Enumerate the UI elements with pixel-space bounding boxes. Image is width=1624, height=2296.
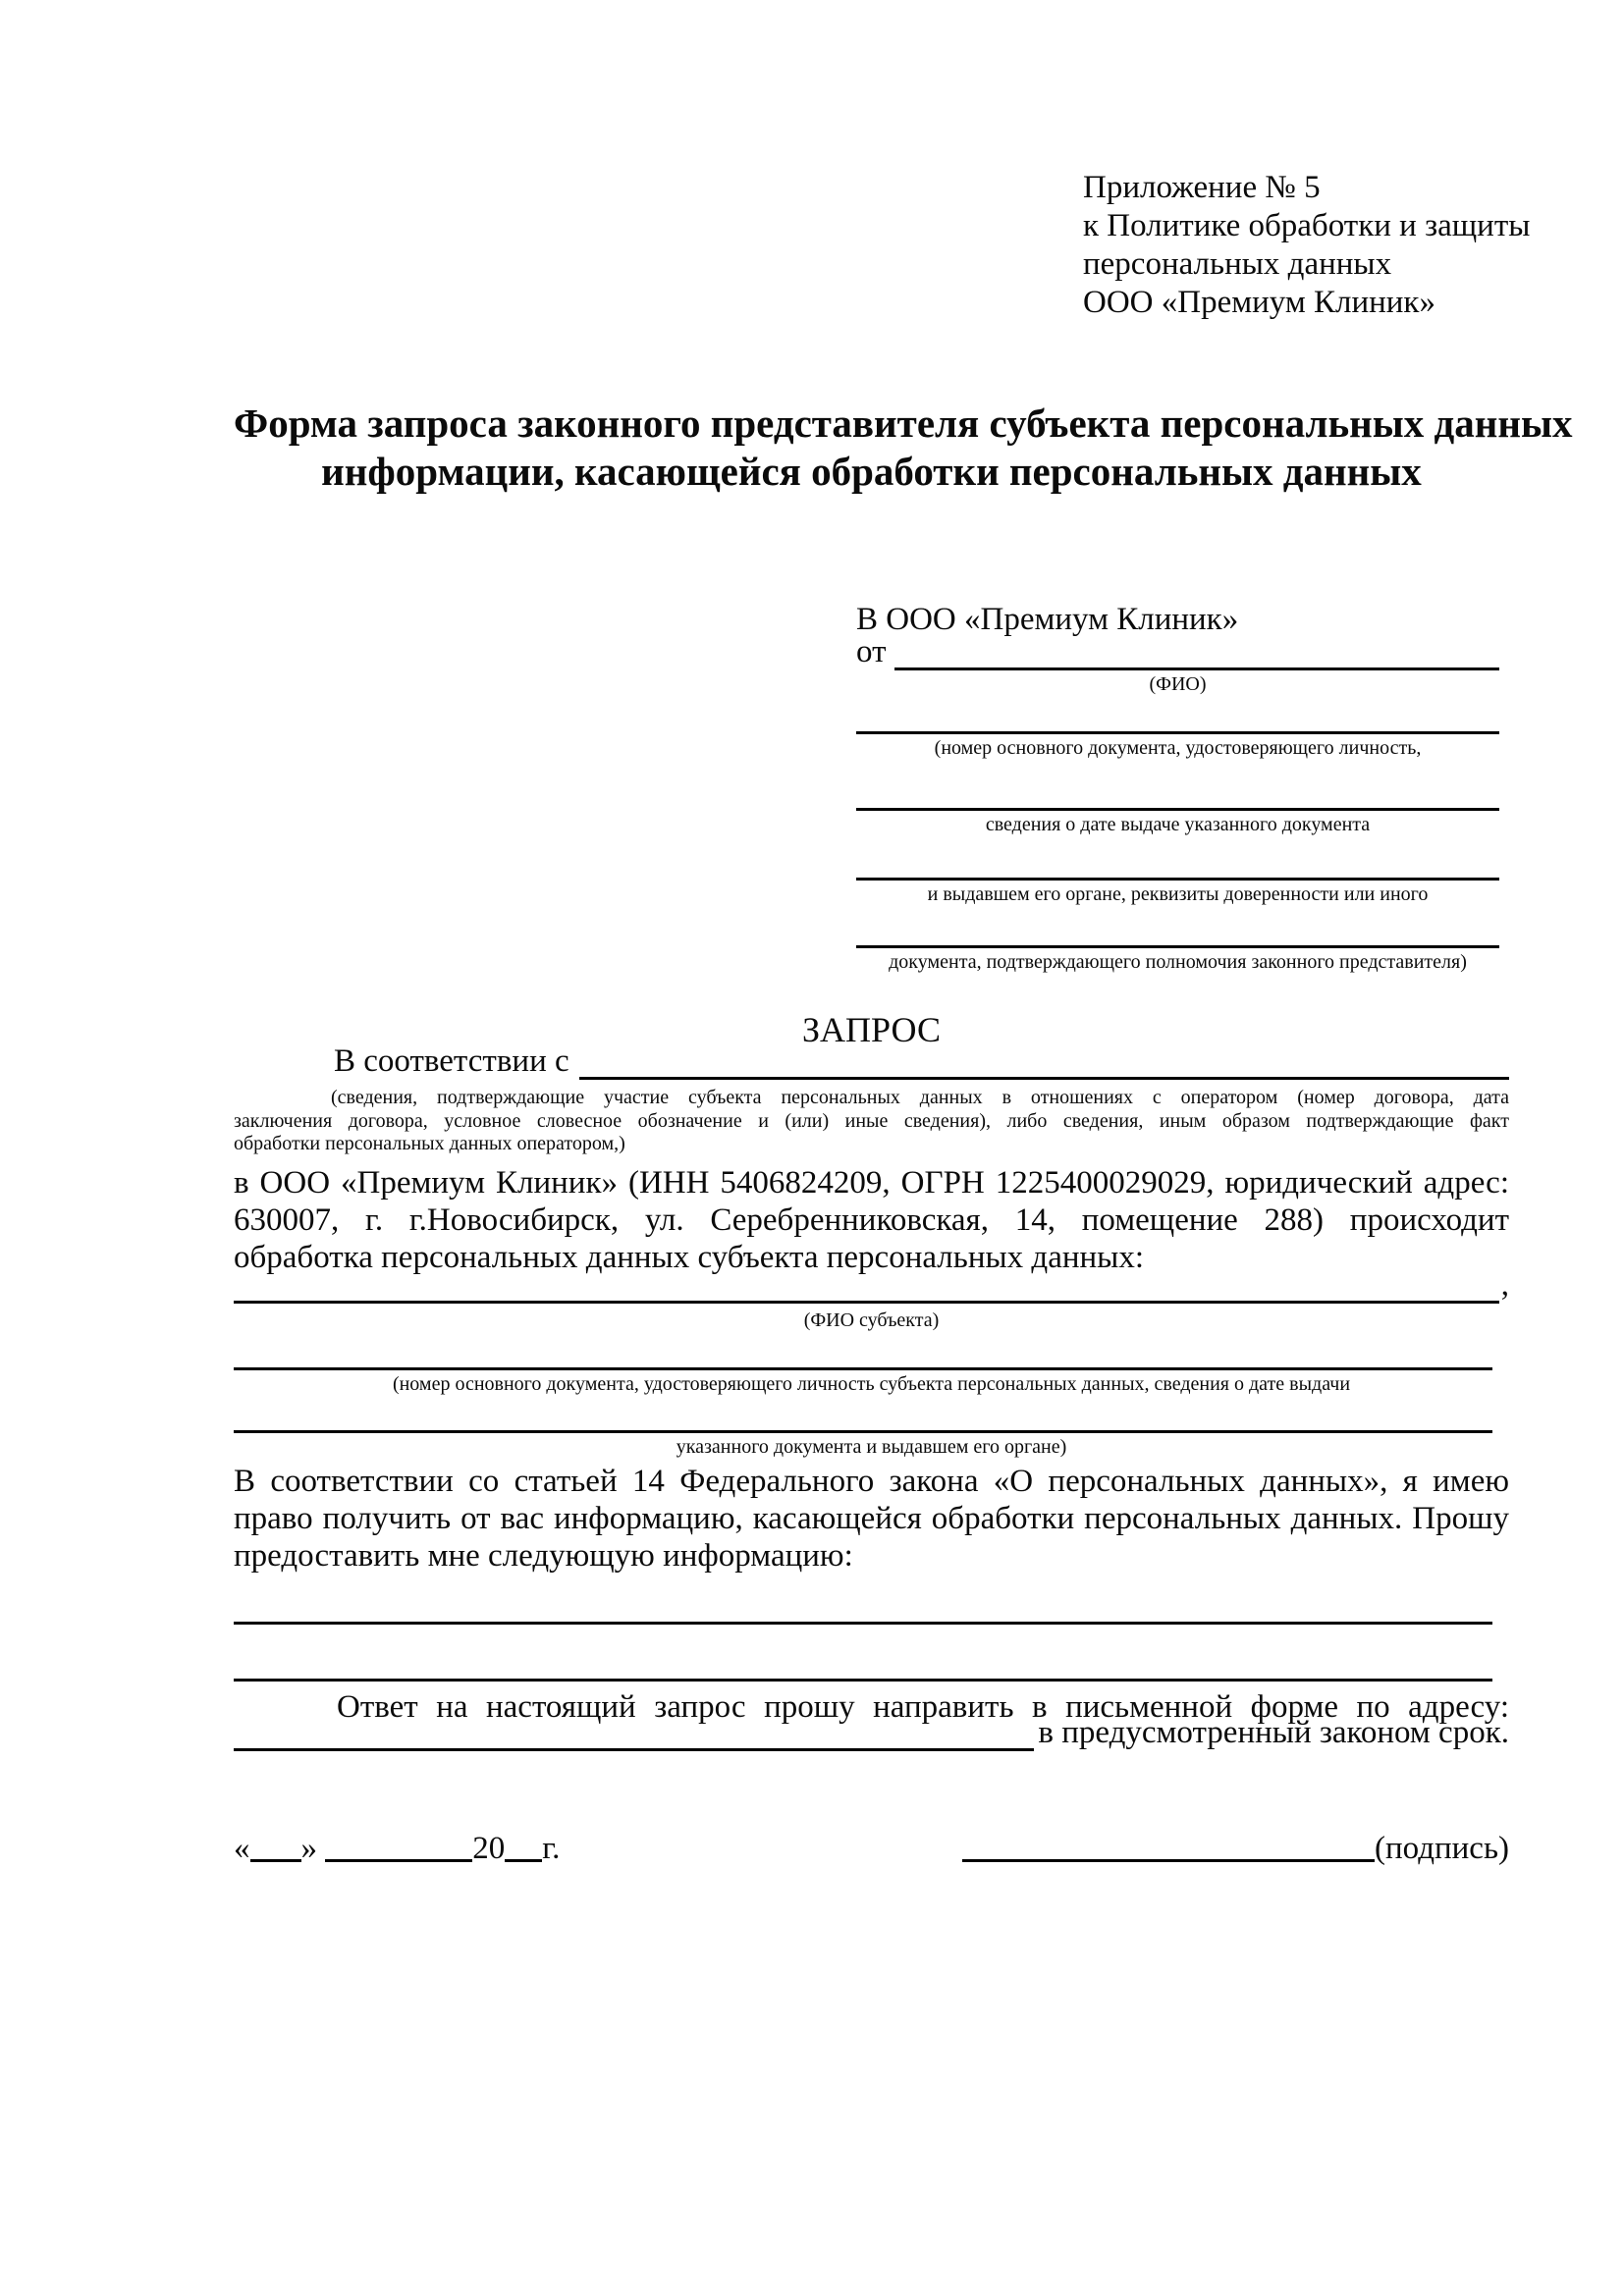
appendix-note bbox=[1083, 169, 1530, 322]
addressee-to: В ООО «Премиум Клиник» bbox=[856, 602, 1239, 637]
representative-doc-field-line-4[interactable] bbox=[856, 906, 1499, 948]
basis-note-line-1: (сведения, подтверждающие участие субъекта персональных данных в отношениях с оператором (номер договора, дата bbox=[331, 1087, 1509, 1108]
date-quote-open: « bbox=[234, 1831, 250, 1866]
address-field-line[interactable] bbox=[234, 1748, 1034, 1751]
date-month-field[interactable] bbox=[325, 1859, 472, 1862]
law-line-2: право получить от вас информацию, касающейся обработки персональных данных. Прошу bbox=[234, 1501, 1509, 1536]
reply-address-row bbox=[234, 1715, 1509, 1751]
from-label: от bbox=[856, 634, 887, 669]
basis-note bbox=[234, 1087, 1509, 1156]
date-group bbox=[234, 1832, 560, 1865]
addressee-block bbox=[856, 601, 1499, 974]
subject-fio-row bbox=[234, 1267, 1509, 1304]
doc-caption-4: документа, подтверждающего полномочия законного представителя) bbox=[889, 951, 1467, 973]
doc-caption-1: (номер основного документа, удостоверяющего личность, bbox=[934, 737, 1422, 759]
opening-row bbox=[234, 1043, 1509, 1080]
date-day-field[interactable] bbox=[250, 1859, 301, 1862]
representative-doc-field-line-1[interactable] bbox=[856, 696, 1499, 734]
title-line-2: информации, касающейся обработки персональных данных bbox=[321, 449, 1422, 494]
operator-paragraph bbox=[234, 1164, 1509, 1276]
operator-line-2: 630007, г. г.Новосибирск, ул. Серебренниковская, 14, помещение 288) происходит bbox=[234, 1202, 1509, 1238]
representative-doc-field-line-3[interactable] bbox=[856, 836, 1499, 881]
subject-doc-caption-2: указанного документа и выдавшем его органе) bbox=[676, 1436, 1067, 1458]
law-paragraph bbox=[234, 1463, 1509, 1575]
subject-fio-comma: , bbox=[1500, 1267, 1509, 1303]
footer-row bbox=[234, 1832, 1509, 1865]
appendix-line: Приложение № 5 bbox=[1083, 170, 1321, 205]
law-line-1: В соответствии со статьей 14 Федерального закона «О персональных данных», я имею bbox=[234, 1464, 1509, 1499]
signature-group bbox=[962, 1832, 1509, 1865]
request-heading: ЗАПРОС bbox=[802, 1010, 941, 1049]
title-line-1: Форма запроса законного представителя субъекта персональных данных bbox=[234, 400, 1573, 446]
representative-doc-field-line-2[interactable] bbox=[856, 760, 1499, 811]
date-quote-close: » bbox=[300, 1831, 317, 1866]
subject-doc-field-line-1[interactable] bbox=[234, 1335, 1492, 1370]
info-field-line-1[interactable] bbox=[234, 1588, 1492, 1625]
doc-caption-3: и выдавшем его органе, реквизиты доверенности или иного bbox=[927, 883, 1429, 905]
signature-caption: (подпись) bbox=[1375, 1831, 1509, 1866]
subject-doc-field-line-2[interactable] bbox=[234, 1398, 1492, 1433]
appendix-line: к Политике обработки и защиты bbox=[1083, 208, 1531, 243]
subject-fio-caption: (ФИО субъекта) bbox=[803, 1309, 940, 1331]
basis-note-line-3: обработки персональных данных оператором,) bbox=[234, 1133, 625, 1154]
reply-request-line: Ответ на настоящий запрос прошу направить в письменной форме по адресу: bbox=[337, 1689, 1509, 1725]
from-row bbox=[856, 634, 1499, 670]
basis-note-line-2: заключения договора, условное словесное обозначение и (или) иные сведения), либо сведения, иным образом подтверждающие факт bbox=[234, 1109, 1509, 1132]
info-field-line-2[interactable] bbox=[234, 1645, 1492, 1682]
date-year-prefix: 20 bbox=[472, 1831, 506, 1866]
date-year-field[interactable] bbox=[505, 1859, 542, 1862]
appendix-line: ООО «Премиум Клиник» bbox=[1083, 285, 1435, 320]
from-fio-field-line[interactable] bbox=[894, 667, 1500, 670]
date-year-suffix: г. bbox=[542, 1831, 561, 1866]
reply-tail: в предусмотренный законом срок. bbox=[1038, 1715, 1509, 1750]
fio-caption: (ФИО) bbox=[1149, 673, 1207, 695]
doc-caption-2: сведения о дате выдаче указанного документа bbox=[985, 814, 1371, 835]
appendix-line: персональных данных bbox=[1083, 246, 1392, 282]
subject-fio-field-line[interactable] bbox=[234, 1301, 1499, 1304]
opening-label: В соответствии с bbox=[334, 1043, 569, 1079]
basis-field-line[interactable] bbox=[579, 1077, 1509, 1080]
document-title bbox=[234, 400, 1573, 496]
signature-field-line[interactable] bbox=[962, 1859, 1375, 1862]
operator-line-1: в ООО «Премиум Клиник» (ИНН 5406824209, ОГРН 1225400029029, юридический адрес: bbox=[234, 1165, 1509, 1201]
operator-line-3: обработка персональных данных субъекта персональных данных: bbox=[234, 1240, 1144, 1275]
subject-doc-caption-1: (номер основного документа, удостоверяющего личность субъекта персональных данных, сведения о дате выдачи bbox=[392, 1373, 1351, 1395]
law-line-3: предоставить мне следующую информацию: bbox=[234, 1538, 853, 1574]
